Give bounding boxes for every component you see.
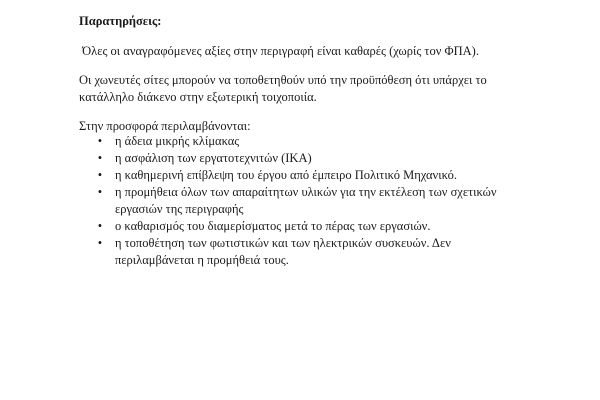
- bullet-icon: •: [97, 151, 103, 165]
- bullet-icon: •: [97, 219, 103, 233]
- bullet-icon: •: [97, 168, 103, 182]
- bullet-icon: •: [97, 185, 103, 199]
- bullet-icon: •: [97, 134, 103, 148]
- list-item-text: η άδεια μικρής κλίμακας: [115, 134, 240, 148]
- list-item-text: ο καθαρισμός του διαμερίσματος μετά το πέρας των εργασιών.: [115, 219, 431, 233]
- list-item-text: η τοποθέτηση των φωτιστικών και των ηλεκτρικών συσκευών. Δεν περιλαμβάνεται η προμήθειά τους.: [115, 236, 451, 267]
- list-item-text: η ασφάλιση των εργατοτεχνιτών (ΙΚΑ): [115, 151, 312, 165]
- list-item: [79, 150, 529, 167]
- list-item: [79, 218, 529, 235]
- offer-includes-intro: Στην προσφορά περιλαμβάνονται:: [79, 119, 251, 133]
- list-item: [79, 167, 529, 184]
- screens-note-paragraph: Οι χωνευτές σίτες μπορούν να τοποθετηθούν υπό την προϋπόθεση ότι υπάρχει το κατάλληλο διάκενο στην εξωτερική τοιχοποιία.: [79, 73, 487, 104]
- notes-heading: Παρατηρήσεις:: [79, 14, 162, 28]
- included-items-list: [79, 133, 529, 269]
- list-item-text: η καθημερινή επίβλεψη του έργου από έμπειρο Πολιτικό Μηχανικό.: [115, 168, 457, 182]
- list-item-text: η προμήθεια όλων των απαραίτητων υλικών για την εκτέλεση των σχετικών εργασιών της περιγραφής: [115, 185, 497, 216]
- vat-note-paragraph: Όλες οι αναγραφόμενες αξίες στην περιγραφή είναι καθαρές (χωρίς τον ΦΠΑ).: [79, 44, 479, 58]
- list-item: [79, 235, 529, 269]
- bullet-icon: •: [97, 236, 103, 250]
- list-item: [79, 133, 529, 150]
- list-item: [79, 184, 529, 218]
